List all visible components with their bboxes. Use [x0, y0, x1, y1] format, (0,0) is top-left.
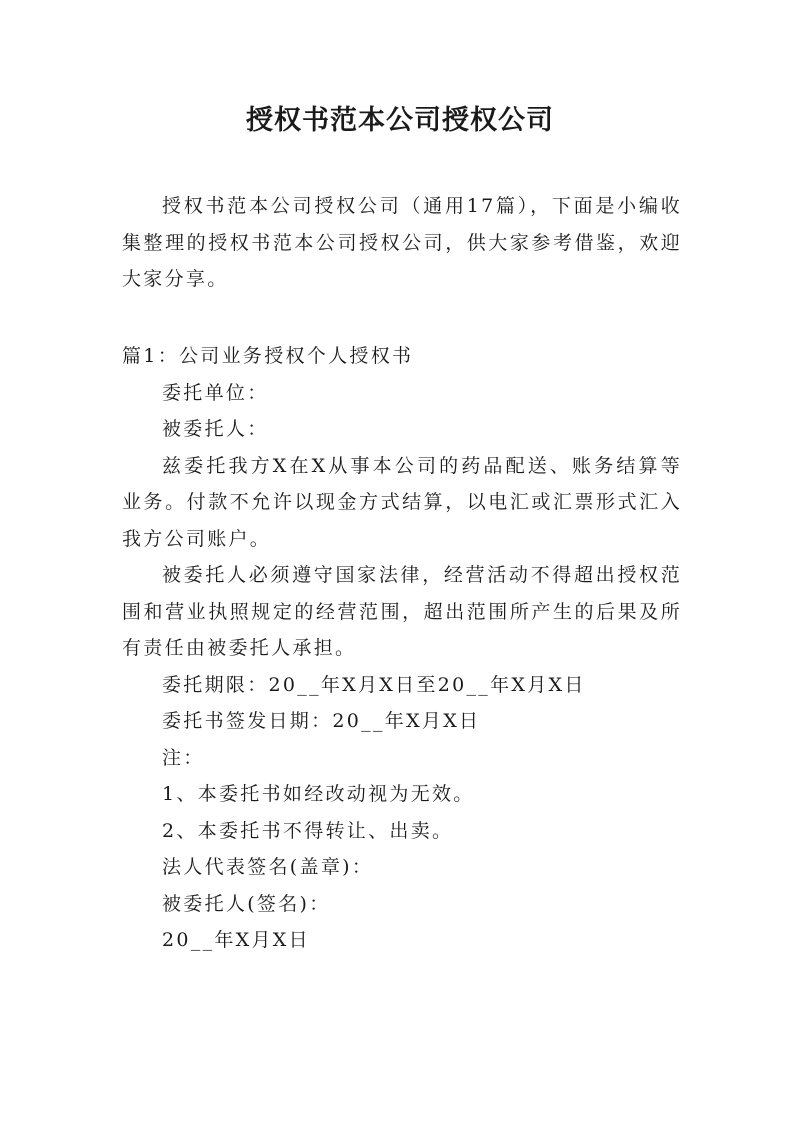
note-item-2: 2、本委托书不得转让、出卖。	[162, 819, 454, 842]
principal-label: 委托单位：	[162, 381, 269, 404]
document-title: 授权书范本公司授权公司	[246, 105, 554, 136]
authorization-paragraph: 兹委托我方X在X从事本公司的药品配送、账务结算等业务。付款不允许以现金方式结算，以电汇或汇票形式汇入我方公司账户。	[122, 454, 682, 550]
issue-date-line: 委托书签发日期：20__年X月X日	[162, 710, 481, 732]
date-line: 20__年X月X日	[162, 929, 310, 951]
section-heading: 篇1：公司业务授权个人授权书	[122, 345, 414, 367]
agent-label: 被委托人：	[162, 418, 269, 440]
responsibility-paragraph: 被委托人必须遵守国家法律，经营活动不得超出授权范围和营业执照规定的经营范围，超出范围所产生的后果及所有责任由被委托人承担。	[122, 564, 682, 659]
section-1	[122, 338, 682, 959]
legal-rep-signature-line: 法人代表签名(盖章)：	[162, 856, 374, 878]
intro-paragraph: 授权书范本公司授权公司（通用17篇），下面是小编收集整理的授权书范本公司授权公司，供大家参考借鉴，欢迎大家分享。	[122, 195, 682, 290]
term-line: 委托期限：20__年X月X日至20__年X月X日	[162, 673, 586, 696]
note-label: 注：	[162, 746, 205, 769]
note-item-1: 1、本委托书如经改动视为无效。	[162, 783, 475, 805]
agent-signature-line: 被委托人(签名)：	[162, 892, 331, 915]
